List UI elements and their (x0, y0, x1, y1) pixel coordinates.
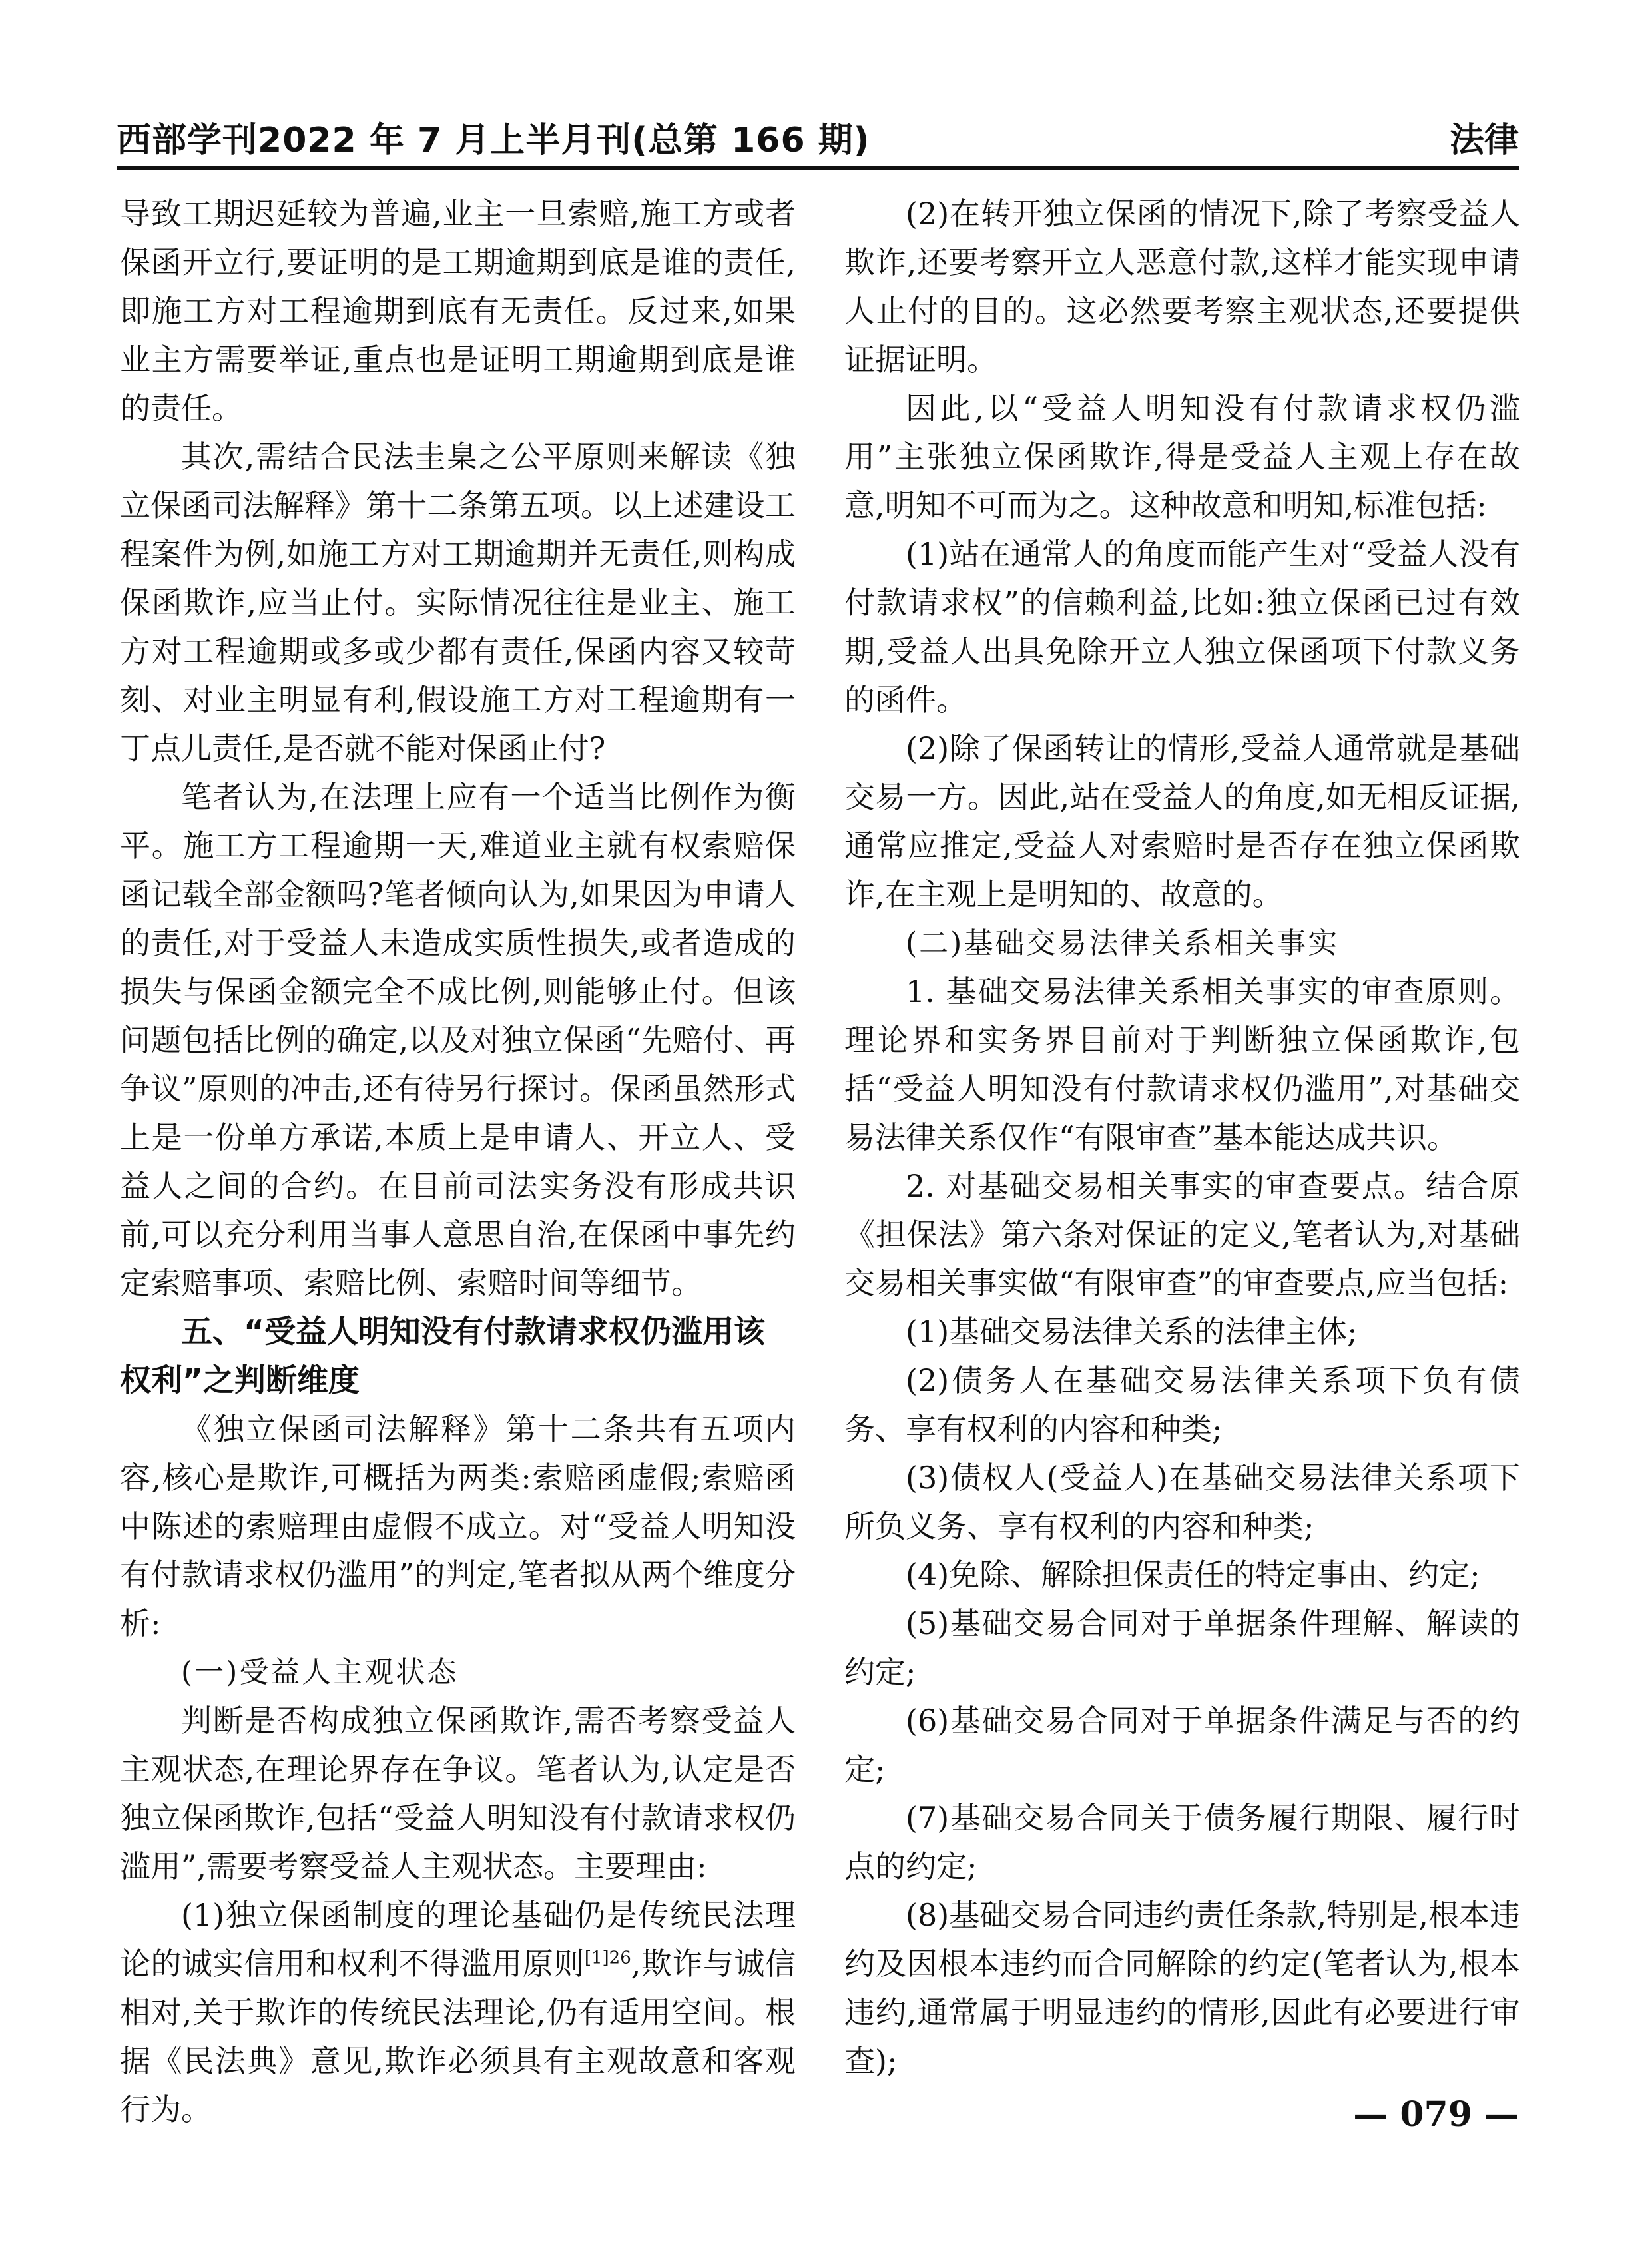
list-item: (6)基础交易合同对于单据条件满足与否的约定; (844, 1703, 1520, 1787)
paragraph: 《独立保函司法解释》第十二条共有五项内容,核心是欺诈,可概括为两类:索赔函虚假;索赔函中陈述的索赔理由虚假不成立。对“受益人明知没有付款请求权仍滥用”的判定,笔者拟从两个维度分析: (120, 1411, 796, 1641)
list-item: (7)基础交易合同关于债务履行期限、履行时点的约定; (844, 1800, 1520, 1884)
paragraph: (2)除了保函转让的情形,受益人通常就是基础交易一方。因此,站在受益人的角度,如无相反证据,通常应推定,受益人对索赔时是否存在独立保函欺诈,在主观上是明知的、故意的。 (844, 730, 1520, 912)
paragraph: 判断是否构成独立保函欺诈,需否考察受益人主观状态,在理论界存在争议。笔者认为,认定是否独立保函欺诈,包括“受益人明知没有付款请求权仍滥用”,需要考察受益人主观状态。主要理由: (120, 1703, 796, 1884)
subsection-heading: (二)基础交易法律关系相关事实 (906, 926, 1340, 960)
paragraph: (2)在转开独立保函的情况下,除了考察受益人欺诈,还要考察开立人恶意付款,这样才能实现申请人止付的目的。这必然要考察主观状态,还要提供证据证明。 (844, 196, 1520, 378)
list-item: (4)免除、解除担保责任的特定事由、约定; (906, 1557, 1480, 1593)
paragraph: 2. 对基础交易相关事实的审查要点。结合原《担保法》第六条对保证的定义,笔者认为,对基础交易相关事实做“有限审查”的审查要点,应当包括: (844, 1168, 1520, 1301)
list-item: (3)债权人(受益人)在基础交易法律关系项下所负义务、享有权利的内容和种类; (844, 1460, 1520, 1544)
paragraph: 因此,以“受益人明知没有付款请求权仍滥用”主张独立保函欺诈,得是受益人主观上存在故意,明知不可而为之。这种故意和明知,标准包括: (844, 390, 1520, 523)
paragraph (120, 1891, 796, 2134)
paragraph: 1. 基础交易法律关系相关事实的审查原则。理论界和实务界目前对于判断独立保函欺诈,包括“受益人明知没有付款请求权仍滥用”,对基础交易法律关系仅作“有限审查”基本能达成共识。 (844, 974, 1520, 1155)
section-heading: 五、“受益人明知没有付款请求权仍滥用该权利”之判断维度 (120, 1314, 765, 1399)
paragraph-text: (1)独立保函制度的理论基础仍是传统民法理论的诚实信用和权利不得滥用原则 (120, 1897, 796, 1982)
paragraph: (1)站在通常人的角度而能产生对“受益人没有付款请求权”的信赖利益,比如:独立保函已过有效期,受益人出具免除开立人独立保函项下付款义务的函件。 (844, 536, 1520, 718)
issue-info: 2022 年 7 月上半月刊(总第 166 期) (258, 121, 870, 160)
paragraph: 笔者认为,在法理上应有一个适当比例作为衡平。施工方工程逾期一天,难道业主就有权索赔保函记载全部金额吗?笔者倾向认为,如果因为申请人的责任,对于受益人未造成实质性损失,或者造成的损失与保函金额完全不成比例,则能够止付。但该问题包括比例的确定,以及对独立保函“先赔付、再争议”原则的冲击,还有待另行探讨。保函虽然形式上是一份单方承诺,本质上是申请人、开立人、受益人之间的合约。在目前司法实务没有形成共识前,可以充分利用当事人意思自治,在保函中事先约定索赔事项、索赔比例、索赔时间等细节。 (120, 779, 796, 1301)
journal-title (117, 112, 870, 162)
paragraph: 导致工期迟延较为普遍,业主一旦索赔,施工方或者保函开立行,要证明的是工期逾期到底是谁的责任,即施工方对工程逾期到底有无责任。反过来,如果业主方需要举证,重点也是证明工期逾期到底是谁的责任。 (120, 196, 796, 426)
right-column (844, 190, 1520, 2086)
citation-ref: [1]26 (584, 1948, 631, 1968)
journal-name: 西部学刊 (117, 120, 258, 160)
subsection-heading: (一)受益人主观状态 (181, 1655, 459, 1689)
left-column (120, 190, 796, 2134)
running-header (117, 100, 1519, 170)
list-item: (8)基础交易合同违约责任条款,特别是,根本违约及因根本违约而合同解除的约定(笔者认为,根本违约,通常属于明显违约的情形,因此有必要进行审查); (844, 1897, 1520, 2079)
paragraph-text: ,欺诈与诚信相对,关于欺诈的传统民法理论,仍有适用空间。根据《民法典》意见,欺诈必须具有主观故意和客观行为。 (120, 1946, 796, 2127)
page-number: — 079 — (1353, 2094, 1519, 2135)
section-label: 法律 (1449, 121, 1519, 160)
list-item: (5)基础交易合同对于单据条件理解、解读的约定; (844, 1605, 1520, 1690)
list-item: (2)债务人在基础交易法律关系项下负有债务、享有权利的内容和种类; (844, 1362, 1520, 1447)
paragraph: 其次,需结合民法圭臬之公平原则来解读《独立保函司法解释》第十二条第五项。以上述建设工程案件为例,如施工方对工期逾期并无责任,则构成保函欺诈,应当止付。实际情况往往是业主、施工方对工程逾期或多或少都有责任,保函内容又较苛刻、对业主明显有利,假设施工方对工程逾期有一丁点儿责任,是否就不能对保函止付? (120, 439, 796, 766)
list-item: (1)基础交易法律关系的法律主体; (906, 1314, 1358, 1350)
